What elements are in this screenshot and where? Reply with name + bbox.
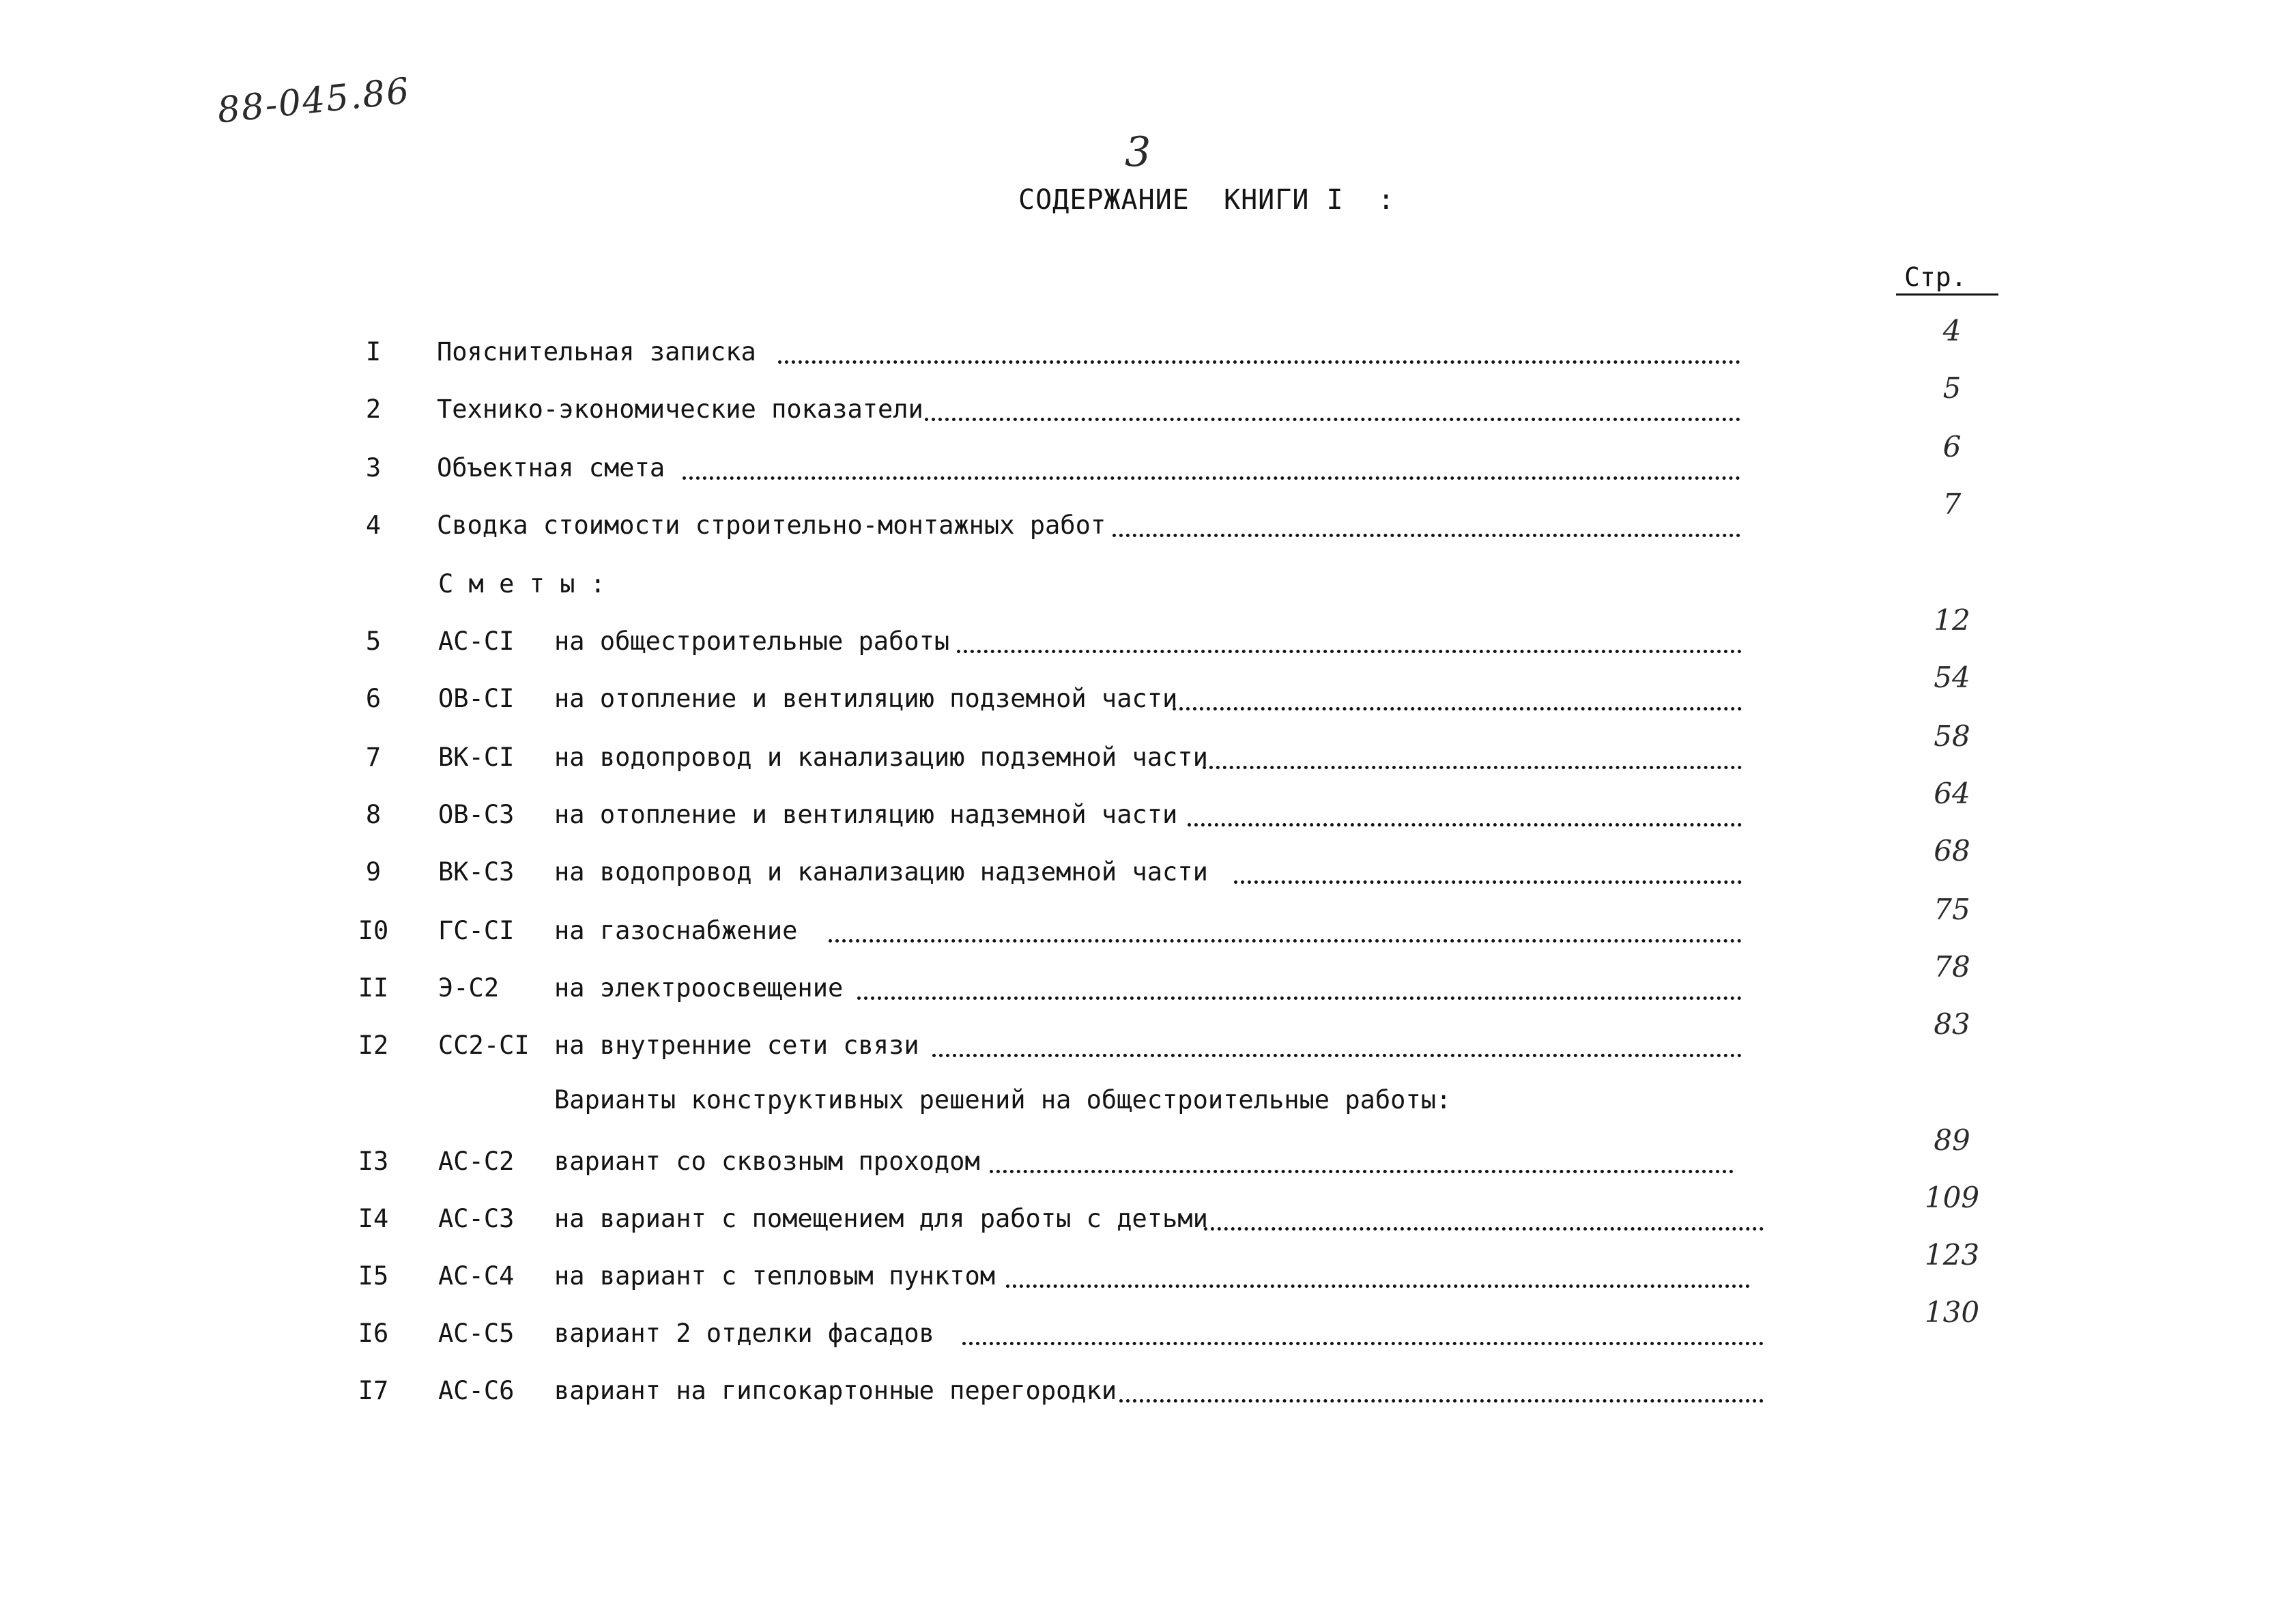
dot-leader [1188,823,1742,827]
toc-row [0,1295,2296,1357]
toc-row-code: СС2-СI [438,1031,530,1060]
toc-row-code: ОВ-СI [438,684,515,713]
toc-row-title: вариант на гипсокартонные перегородки [554,1376,1117,1405]
toc-row-number: 8 [365,800,382,829]
toc-row-page: 109 [1924,1181,1980,1214]
toc-row-page: 54 [1934,661,1970,694]
toc-row [0,1376,2296,1414]
toc-row-number: I0 [358,916,389,945]
toc-row-number: I7 [358,1376,389,1405]
toc-row-code: АС-С3 [438,1204,515,1233]
toc-row-page: 83 [1934,1007,1970,1041]
toc-row [0,777,2296,838]
toc-row [0,430,2296,491]
toc-row-title: на водопровод и канализацию подземной части [554,743,1208,772]
dot-leader [778,360,1740,364]
toc-row-number: I5 [358,1261,389,1291]
toc-row-number: 6 [365,684,382,713]
toc-row [0,950,2296,1011]
toc-row [0,893,2296,954]
dot-leader [1203,766,1742,769]
toc-row [0,719,2296,781]
toc-row-number: 2 [365,394,382,424]
dot-leader [925,418,1740,421]
toc-row-number: 7 [365,743,382,772]
dot-leader [1119,1399,1764,1403]
toc-row-number: 9 [365,857,382,887]
toc-row-page: 68 [1934,834,1970,867]
toc-row [0,487,2296,549]
dot-leader [1173,707,1742,710]
toc-row-page: 7 [1942,487,1962,521]
toc-row-code: ВК-С3 [438,857,515,887]
toc-row-page: 64 [1934,777,1970,810]
toc-row-title: Пояснительная записка [437,337,756,367]
toc-row-code: Э-С2 [438,973,500,1003]
dot-leader [857,996,1742,1000]
toc-row-number: I4 [358,1204,389,1233]
toc-row-title: на общестроительные работы [554,627,950,656]
toc-row-page: 89 [1934,1123,1970,1157]
toc-row-title: на отопление и вентиляцию подземной части [554,684,1178,713]
section-heading-estimates: С м е т ы : [438,569,606,599]
toc-row-code: ГС-СI [438,916,515,945]
toc-row-title: Технико-экономические показатели [437,394,923,424]
toc-row-number: II [358,973,389,1003]
toc-row-page: 130 [1924,1295,1980,1329]
toc-row [0,1123,2296,1185]
toc-row-number: I6 [358,1319,389,1348]
toc-row-number: I3 [358,1147,389,1176]
toc-row [0,1238,2296,1299]
toc-row-code: АС-С5 [438,1319,515,1348]
dot-leader [683,476,1740,480]
toc-row [0,1181,2296,1242]
toc-row-title: на водопровод и канализацию надземной части [554,857,1208,887]
dot-leader [1113,534,1740,537]
dot-leader [957,650,1742,653]
toc-row-number: I2 [358,1031,389,1060]
toc-row-page: 5 [1942,371,1962,405]
toc-row-title: на вариант с тепловым пунктом [554,1261,996,1291]
toc-row [0,314,2296,375]
toc-row-page: 12 [1934,603,1970,637]
toc-row-page: 75 [1934,893,1970,926]
toc-row [0,1007,2296,1069]
toc-row-code: АС-С6 [438,1376,515,1405]
toc-row [0,661,2296,722]
toc-row-number: 4 [365,511,382,540]
toc-row-title: на внутренние сети связи [554,1031,919,1060]
toc-row-page: 6 [1942,430,1962,463]
toc-row-code: АС-СI [438,627,515,656]
page-title: СОДЕРЖАНИЕ КНИГИ I : [1018,184,1395,216]
toc-row-title: на газоснабжение [554,916,798,945]
toc-row-title: Сводка стоимости строительно-монтажных работ [437,511,1106,540]
toc-row-number: 5 [365,627,382,656]
toc-row [0,603,2296,665]
pages-column-header: Стр. [1904,262,1967,292]
toc-row-code: АС-С4 [438,1261,515,1291]
toc-row-title: на отопление и вентиляцию надземной части [554,800,1178,829]
toc-row-code: ВК-СI [438,743,515,772]
document-code: 88-045.86 [215,70,413,132]
section-heading-variants: Варианты конструктивных решений на общестроительные работы: [554,1085,1452,1115]
toc-row-page: 123 [1924,1238,1980,1272]
dot-leader [1006,1284,1750,1288]
toc-row-title: на электроосвещение [554,973,844,1003]
dot-leader [829,939,1742,943]
toc-row [0,371,2296,433]
toc-row-page: 4 [1942,314,1962,347]
toc-row-page: 78 [1934,950,1970,983]
toc-row [0,834,2296,895]
pages-header-underline [1896,293,1998,296]
dot-leader [990,1170,1734,1173]
dot-leader [932,1054,1742,1057]
toc-row-number: 3 [365,453,382,483]
toc-row-number: I [365,337,382,367]
dot-leader [962,1342,1764,1345]
page-number: 3 [1125,128,1151,176]
toc-row-page: 58 [1934,719,1970,753]
dot-leader [1204,1227,1764,1231]
dot-leader [1234,880,1742,884]
toc-row-code: АС-С2 [438,1147,515,1176]
toc-row-title: вариант со сквозным проходом [554,1147,980,1176]
toc-row-code: ОВ-С3 [438,800,515,829]
toc-row-title: Объектная смета [437,453,665,483]
toc-row-title: вариант 2 отделки фасадов [554,1319,934,1348]
toc-row-title: на вариант с помещением для работы с детьми [554,1204,1208,1233]
